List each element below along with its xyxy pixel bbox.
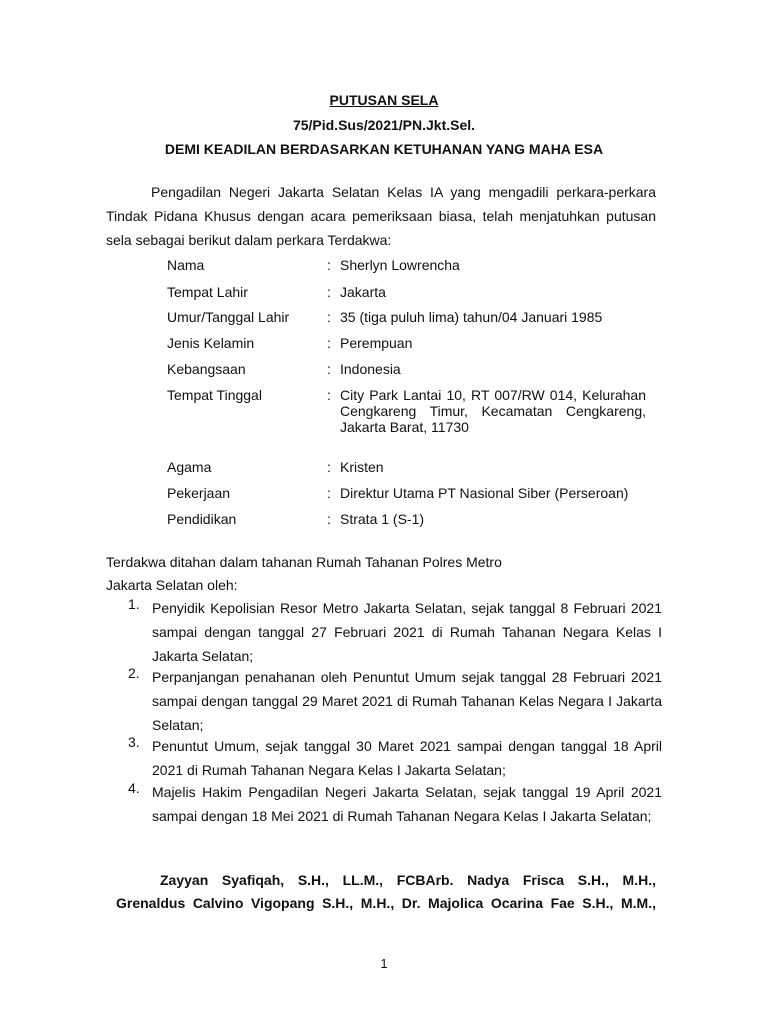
identity-label: Nama [167, 257, 205, 273]
identity-label: Tempat Tinggal [167, 387, 262, 403]
signatories-line-1: Zayyan Syafiqah, S.H., LL.M., FCBArb. Nadya Frisca S.H., M.H., [160, 872, 656, 888]
list-number: 4. [128, 780, 140, 796]
identity-colon: : [327, 459, 331, 475]
identity-label: Jenis Kelamin [167, 335, 255, 351]
page-number: 1 [380, 956, 388, 971]
detention-intro-line-2: Jakarta Selatan oleh: [106, 577, 238, 593]
identity-value: Direktur Utama PT Nasional Siber (Perseroan) [340, 485, 629, 501]
list-text: Majelis Hakim Pengadilan Negeri Jakarta Selatan, sejak tanggal 19 April 2021 sampai dengan 18 Mei 2021 di Rumah Tahanan Negara Kelas I Jakarta Selatan; [152, 784, 662, 824]
list-number: 2. [128, 665, 140, 681]
list-number: 3. [128, 734, 140, 750]
case-number: 75/Pid.Sus/2021/PN.Jkt.Sel. [292, 117, 476, 133]
identity-colon: : [327, 309, 331, 325]
identity-value: Sherlyn Lowrencha [340, 257, 460, 273]
intro-paragraph: Pengadilan Negeri Jakarta Selatan Kelas IA yang mengadili perkara-perkara Tindak Pidana Khusus dengan acara pemeriksaan biasa, telah menjatuhkan putusan sela sebagai berikut dalam perkara Terdakwa: [106, 184, 656, 248]
identity-value: 35 (tiga puluh lima) tahun/04 Januari 1985 [340, 309, 603, 325]
identity-colon: : [327, 284, 331, 300]
identity-value: Kristen [340, 459, 384, 475]
invocation-heading: DEMI KEADILAN BERDASARKAN KETUHANAN YANG MAHA ESA [164, 141, 604, 157]
list-text: Penuntut Umum, sejak tanggal 30 Maret 2021 sampai dengan tanggal 18 April 2021 di Rumah Tahanan Negara Kelas I Jakarta Selatan; [152, 738, 662, 778]
identity-value: City Park Lantai 10, RT 007/RW 014, Kelurahan Cengkareng Timur, Kecamatan Cengkareng, Jakarta Barat, 11730 [340, 387, 646, 435]
list-text: Penyidik Kepolisian Resor Metro Jakarta Selatan, sejak tanggal 8 Februari 2021 sampai dengan tanggal 27 Februari 2021 di Rumah Tahanan Negara Kelas I Jakarta Selatan; [152, 600, 662, 664]
signatories-line-2: Grenaldus Calvino Vigopang S.H., M.H., Dr. Majolica Ocarina Fae S.H., M.M., [116, 895, 656, 911]
identity-label: Tempat Lahir [167, 284, 248, 300]
identity-value: Jakarta [340, 284, 386, 300]
identity-value: Strata 1 (S-1) [340, 511, 425, 527]
detention-intro-line-1: Terdakwa ditahan dalam tahanan Rumah Tahanan Polres Metro [106, 554, 502, 570]
identity-label: Agama [167, 459, 212, 475]
identity-colon: : [327, 257, 331, 273]
identity-label: Kebangsaan [167, 361, 246, 377]
identity-colon: : [327, 387, 331, 403]
identity-value: Indonesia [340, 361, 401, 377]
identity-label: Pekerjaan [167, 485, 231, 501]
document-title: PUTUSAN SELA [329, 92, 439, 108]
identity-colon: : [327, 361, 331, 377]
identity-colon: : [327, 485, 331, 501]
list-number: 1. [128, 596, 140, 612]
identity-label: Umur/Tanggal Lahir [167, 309, 290, 325]
identity-label: Pendidikan [167, 511, 237, 527]
identity-colon: : [327, 335, 331, 351]
identity-colon: : [327, 511, 331, 527]
identity-value: Perempuan [340, 335, 413, 351]
list-text: Perpanjangan penahanan oleh Penuntut Umum sejak tanggal 28 Februari 2021 sampai dengan tanggal 29 Maret 2021 di Rumah Tahanan Kelas Negara I Jakarta Selatan; [152, 669, 662, 733]
